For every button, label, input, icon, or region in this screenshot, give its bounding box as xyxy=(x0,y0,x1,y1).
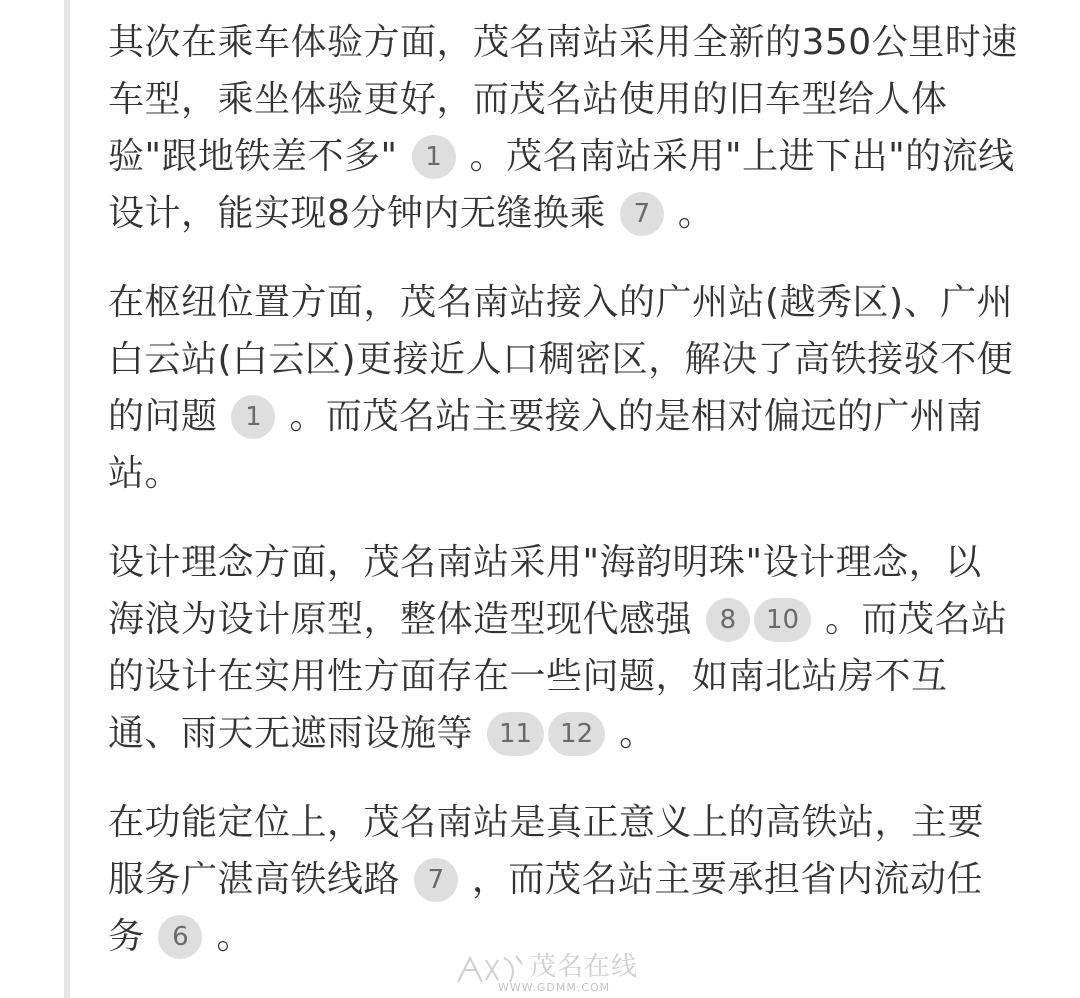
citation-badge[interactable]: 1 xyxy=(231,395,275,439)
paragraph-design-concept xyxy=(108,534,1018,762)
paragraph-function-positioning xyxy=(108,794,1018,965)
paragraph-text: 。 xyxy=(204,916,253,957)
paragraph-text: 设计理念方面，茂名南站采用"海韵明珠"设计理念，以海浪为设计原型，整体造型现代感强 xyxy=(108,542,982,640)
paragraph-text: 。茂名南站采用"上进下出"的流线设计，能实现8分钟内无缝换乘 xyxy=(108,136,1015,234)
citation-badge[interactable]: 10 xyxy=(754,598,811,642)
paragraph-text: ，而茂名站主要承担省内流动任务 xyxy=(108,859,983,957)
citation-badge[interactable]: 1 xyxy=(412,135,456,179)
citation-badge[interactable]: 12 xyxy=(548,712,605,756)
citation-badge[interactable]: 7 xyxy=(414,858,458,902)
paragraph-text: 。而茂名站的设计在实用性方面存在一些问题，如南北站房不互通、雨天无遮雨设施等 xyxy=(108,599,1008,754)
paragraph-text: 在枢纽位置方面，茂名南站接入的广州站(越秀区)、广州白云站(白云区)更接近人口稠密区，解决了高铁接驳不便的问题 xyxy=(108,282,1014,437)
paragraph-text: 其次在乘车体验方面，茂名南站采用全新的350公里时速车型，乘坐体验更好，而茂名站使用的旧车型给人体验"跟地铁差不多" xyxy=(108,22,1018,177)
watermark-site-name: 茂名在线 xyxy=(530,952,639,982)
paragraph-text: 。而茂名站主要接入的是相对偏远的广州南站。 xyxy=(108,396,983,494)
paragraph-riding-experience xyxy=(108,14,1018,242)
paragraph-text: 。 xyxy=(607,713,656,754)
paragraph-hub-location xyxy=(108,274,1018,502)
citation-badge[interactable]: 7 xyxy=(620,192,664,236)
citation-badge[interactable]: 11 xyxy=(487,712,544,756)
paragraph-text: 在功能定位上，茂名南站是真正意义上的高铁站，主要服务广湛高铁线路 xyxy=(108,802,985,900)
site-watermark xyxy=(448,950,648,996)
answer-content xyxy=(108,14,1018,997)
citation-badge[interactable]: 8 xyxy=(706,598,750,642)
citation-badge[interactable]: 6 xyxy=(158,915,202,959)
watermark-site-url: WWW.GDMM.COM xyxy=(498,981,611,994)
paragraph-text: 。 xyxy=(665,193,715,234)
quote-left-rule xyxy=(64,0,70,998)
